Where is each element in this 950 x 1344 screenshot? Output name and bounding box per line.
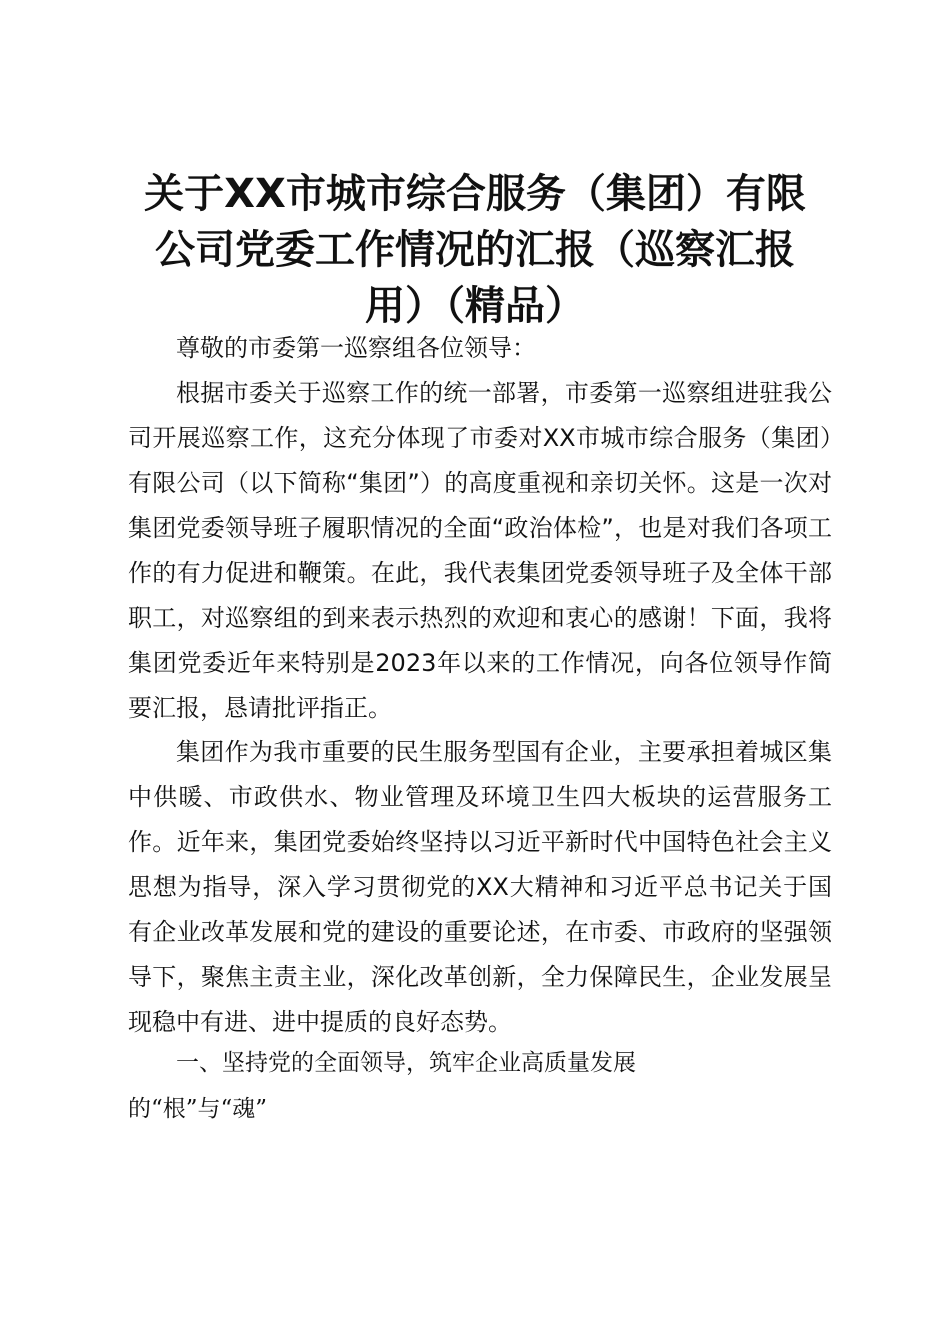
section-heading-line-1: 一、坚持党的全面领导，筑牢企业高质量发展 bbox=[176, 1050, 636, 1076]
paragraph-overview: 集团作为我市重要的民生服务型国有企业，主要承担着城区集中供暖、市政供水、物业管理及环境卫生四大板块的运营服务工作。近年来，集团党委始终坚持以习近平新时代中国特色社会主义思想为指导，深入学习贯彻党的XX大精神和习近平总书记关于国有企业改革发展和党的建设的重要论述，在市委、市政府的坚强领导下，聚焦主责主业，深化改革创新，全力保障民生，企业发展呈现稳中有进、进中提质的良好态势。 bbox=[128, 738, 832, 1036]
paragraph-introduction: 根据市委关于巡察工作的统一部署，市委第一巡察组进驻我公司开展巡察工作，这充分体现了市委对XX市城市综合服务（集团）有限公司（以下简称“集团”）的高度重视和亲切关怀。这是一次对集团党委领导班子履职情况的全面“政治体检”，也是对我们各项工作的有力促进和鞭策。在此，我代表集团党委领导班子及全体干部职工，对巡察组的到来表示热烈的欢迎和衷心的感谢！下面，我将集团党委近年来特别是2023年以来的工作情况，向各位领导作简要汇报，恳请批评指正。 bbox=[128, 379, 832, 722]
section-heading-1 bbox=[128, 1040, 728, 1132]
document-title: 关于XX市城市综合服务（集团）有限公司党委工作情况的汇报（巡察汇报用）（精品） bbox=[144, 171, 806, 329]
salutation: 尊敬的市委第一巡察组各位领导： bbox=[176, 334, 536, 362]
section-heading-line-2: 的“根”与“魂” bbox=[128, 1096, 268, 1122]
